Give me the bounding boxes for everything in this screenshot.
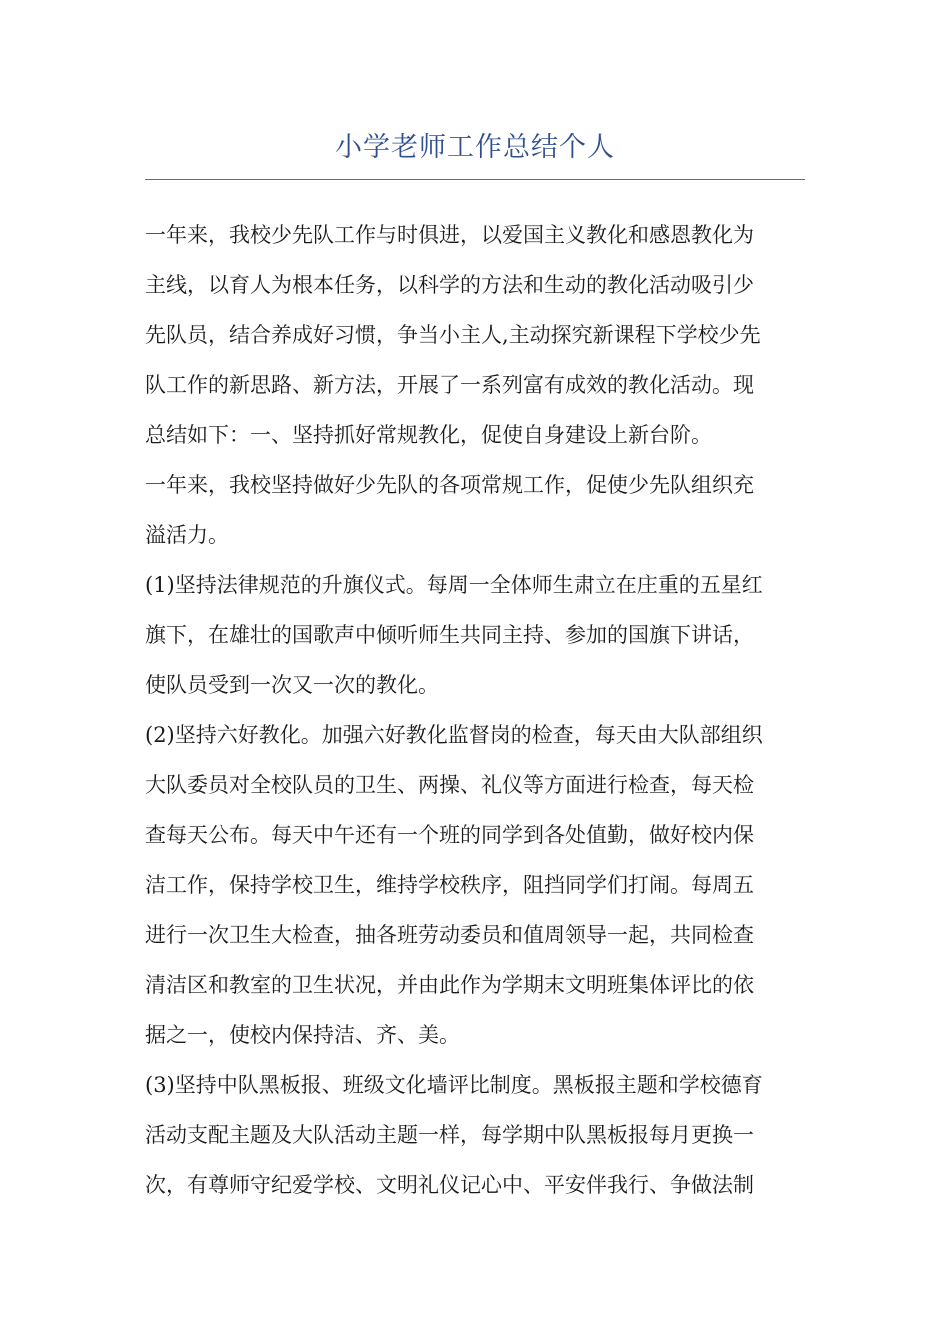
document-title: 小学老师工作总结个人 (335, 132, 615, 163)
body-line: (2)坚持六好教化。加强六好教化监督岗的检查，每天由大队部组织 (145, 723, 763, 747)
body-line: 一年来，我校坚持做好少先队的各项常规工作，促使少先队组织充 (145, 473, 754, 497)
body-line: 总结如下：一、坚持抓好常规教化，促使自身建设上新台阶。 (145, 423, 712, 447)
body-line: 先队员，结合养成好习惯，争当小主人,主动探究新课程下学校少先 (145, 323, 761, 347)
body-line: 队工作的新思路、新方法，开展了一系列富有成效的教化活动。现 (145, 373, 754, 397)
body-line: 一年来，我校少先队工作与时俱进，以爱国主义教化和感恩教化为 (145, 223, 754, 247)
body-line: 旗下，在雄壮的国歌声中倾听师生共同主持、参加的国旗下讲话， (145, 623, 754, 647)
body-line: (1)坚持法律规范的升旗仪式。每周一全体师生肃立在庄重的五星红 (145, 573, 763, 597)
body-line: 查每天公布。每天中午还有一个班的同学到各处值勤，做好校内保 (145, 823, 754, 847)
body-line: 主线，以育人为根本任务，以科学的方法和生动的教化活动吸引少 (145, 273, 754, 297)
body-line: 使队员受到一次又一次的教化。 (145, 673, 439, 697)
body-line: 次，有尊师守纪爱学校、文明礼仪记心中、平安伴我行、争做法制 (145, 1173, 754, 1197)
body-line: 洁工作，保持学校卫生，维持学校秩序，阻挡同学们打闹。每周五 (145, 873, 754, 897)
body-line: 进行一次卫生大检查，抽各班劳动委员和值周领导一起，共同检查 (145, 923, 754, 947)
body-line: 清洁区和教室的卫生状况，并由此作为学期末文明班集体评比的依 (145, 973, 754, 997)
body-line: (3)坚持中队黑板报、班级文化墙评比制度。黑板报主题和学校德育 (145, 1073, 763, 1097)
body-line: 大队委员对全校队员的卫生、两操、礼仪等方面进行检查，每天检 (145, 773, 754, 797)
document-body (145, 210, 807, 1210)
body-line: 溢活力。 (145, 523, 229, 547)
body-line: 据之一，使校内保持洁、齐、美。 (145, 1023, 460, 1047)
body-line: 活动支配主题及大队活动主题一样，每学期中队黑板报每月更换一 (145, 1123, 754, 1147)
title-underline (145, 179, 805, 180)
